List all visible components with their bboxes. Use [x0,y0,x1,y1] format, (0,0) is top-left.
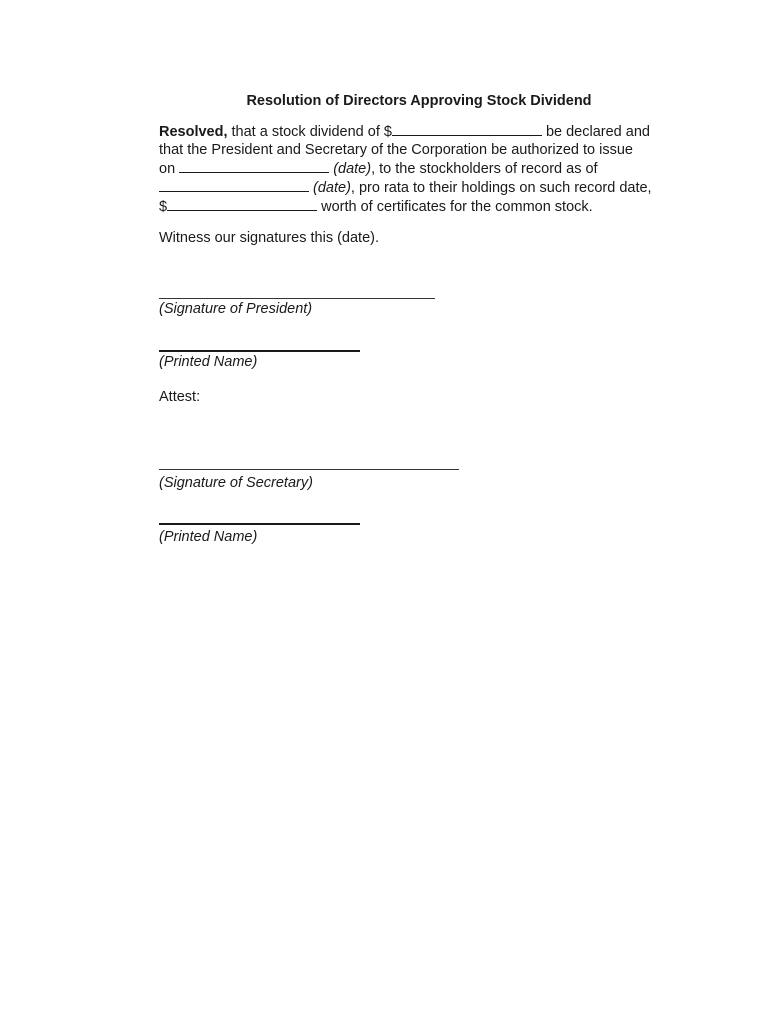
secretary-signature-caption: (Signature of Secretary) [159,475,313,491]
dividend-amount-blank [392,122,542,136]
resolved-label: Resolved, [159,124,228,140]
date-placeholder: (date) [329,161,372,177]
secretary-printed-name-line [159,523,360,525]
paragraph-line-4 [159,178,679,197]
paragraph-text: worth of certificates for the common stock. [317,199,593,215]
resolution-paragraph [159,122,679,216]
secretary-signature-line [159,469,459,470]
president-signature-line [159,298,435,299]
paragraph-line-5 [159,197,679,216]
paragraph-line-1 [159,122,679,141]
paragraph-text: , to the stockholders of record as of [371,161,598,177]
paragraph-text: , pro rata to their holdings on such record date, [350,180,652,196]
paragraph-text: be declared and [541,124,650,140]
president-signature-caption: (Signature of President) [159,301,313,317]
witness-statement: Witness our signatures this (date). [159,230,380,246]
document-title: Resolution of Directors Approving Stock Dividend [246,93,592,109]
president-printed-name-line [159,350,360,352]
secretary-printed-name-caption: (Printed Name) [159,529,258,545]
issue-date-blank [179,159,329,173]
paragraph-line-3 [159,159,679,178]
paragraph-text: that a stock dividend of $ [227,124,392,140]
paragraph-text: $ [159,199,168,215]
paragraph-line-2: that the President and Secretary of the Corporation be authorized to issue [159,142,633,158]
certificate-amount-blank [167,197,317,211]
paragraph-text: on [159,161,180,177]
date-placeholder: (date) [309,180,351,196]
president-printed-name-caption: (Printed Name) [159,354,258,370]
record-date-blank [159,178,309,192]
attest-label: Attest: [159,389,201,405]
